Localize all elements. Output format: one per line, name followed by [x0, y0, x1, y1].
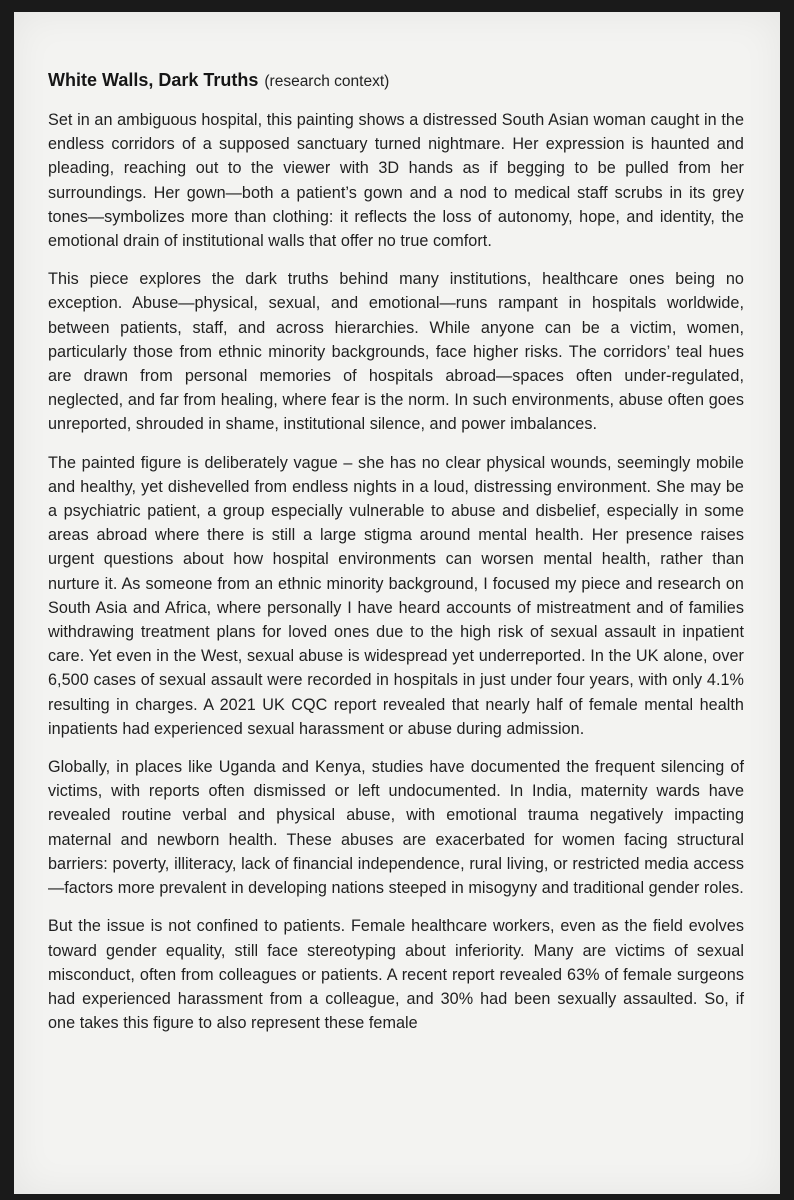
document-title: White Walls, Dark Truths — [48, 70, 259, 90]
paragraph-2: This piece explores the dark truths behind many institutions, healthcare ones being no exception. Abuse—physical, sexual, and emotional—runs rampant in hospitals worldwide, between patients, staff, and across hierarchies. While anyone can be a victim, women, particularly those from ethnic minority backgrounds, face higher risks. The corridors’ teal hues are drawn from personal memories of hospitals abroad—spaces often under-regulated, neglected, and far from healing, where fear is the norm. In such environments, abuse often goes unreported, shrouded in shame, institutional silence, and power imbalances. — [48, 270, 744, 434]
paragraph-1: Set in an ambiguous hospital, this painting shows a distressed South Asian woman caught in the endless corridors of a supposed sanctuary turned nightmare. Her expression is haunted and pleading, reaching out to the viewer with 3D hands as if begging to be pulled from her surroundings. Her gown—both a patient’s gown and a nod to medical staff scrubs in its grey tones—symbolizes more than clothing: it reflects the loss of autonomy, hope, and identity, the emotional drain of institutional walls that offer no true comfort. — [48, 111, 744, 251]
paragraph-3: The painted figure is deliberately vague – she has no clear physical wounds, seemingly mobile and healthy, yet dishevelled from endless nights in a loud, distressing environment. She may be a psychiatric patient, a group especially vulnerable to abuse and disbelief, especially in some areas abroad where there is still a large stigma around mental health. Her presence raises urgent questions about how hospital environments can worsen mental health, rather than nurture it. As someone from an ethnic minority background, I focused my piece and research on South Asia and Africa, where personally I have heard accounts of mistreatment and of families withdrawing treatment plans for loved ones due to the high risk of sexual assault in inpatient care. Yet even in the West, sexual abuse is widespread yet underreported. In the UK alone, over 6,500 cases of sexual assault were recorded in hospitals in just under four years, with only 4.1% resulting in charges. A 2021 UK CQC report revealed that nearly half of female mental health inpatients had experienced sexual harassment or abuse during admission. — [48, 453, 744, 738]
paragraph-5: But the issue is not confined to patients. Female healthcare workers, even as the field evolves toward gender equality, still face stereotyping about inferiority. Many are victims of sexual misconduct, often from colleagues or patients. A recent report revealed 63% of female surgeons had experienced harassment from a colleague, and 30% had been sexually assaulted. So, if one takes this figure to also represent these female — [48, 917, 744, 1033]
text-panel — [14, 12, 780, 1194]
heading — [48, 66, 744, 96]
document-body — [48, 66, 744, 1049]
document-subtitle: (research context) — [264, 73, 390, 90]
paragraph-4: Globally, in places like Uganda and Kenya, studies have documented the frequent silencing of victims, with reports often dismissed or left undocumented. In India, maternity wards have revealed routine verbal and physical abuse, with emotional trauma negatively impacting maternal and newborn health. These abuses are exacerbated for women facing structural barriers: poverty, illiteracy, lack of financial independence, rural living, or restricted media access—factors more prevalent in developing nations steeped in misogyny and traditional gender roles. — [48, 758, 744, 898]
